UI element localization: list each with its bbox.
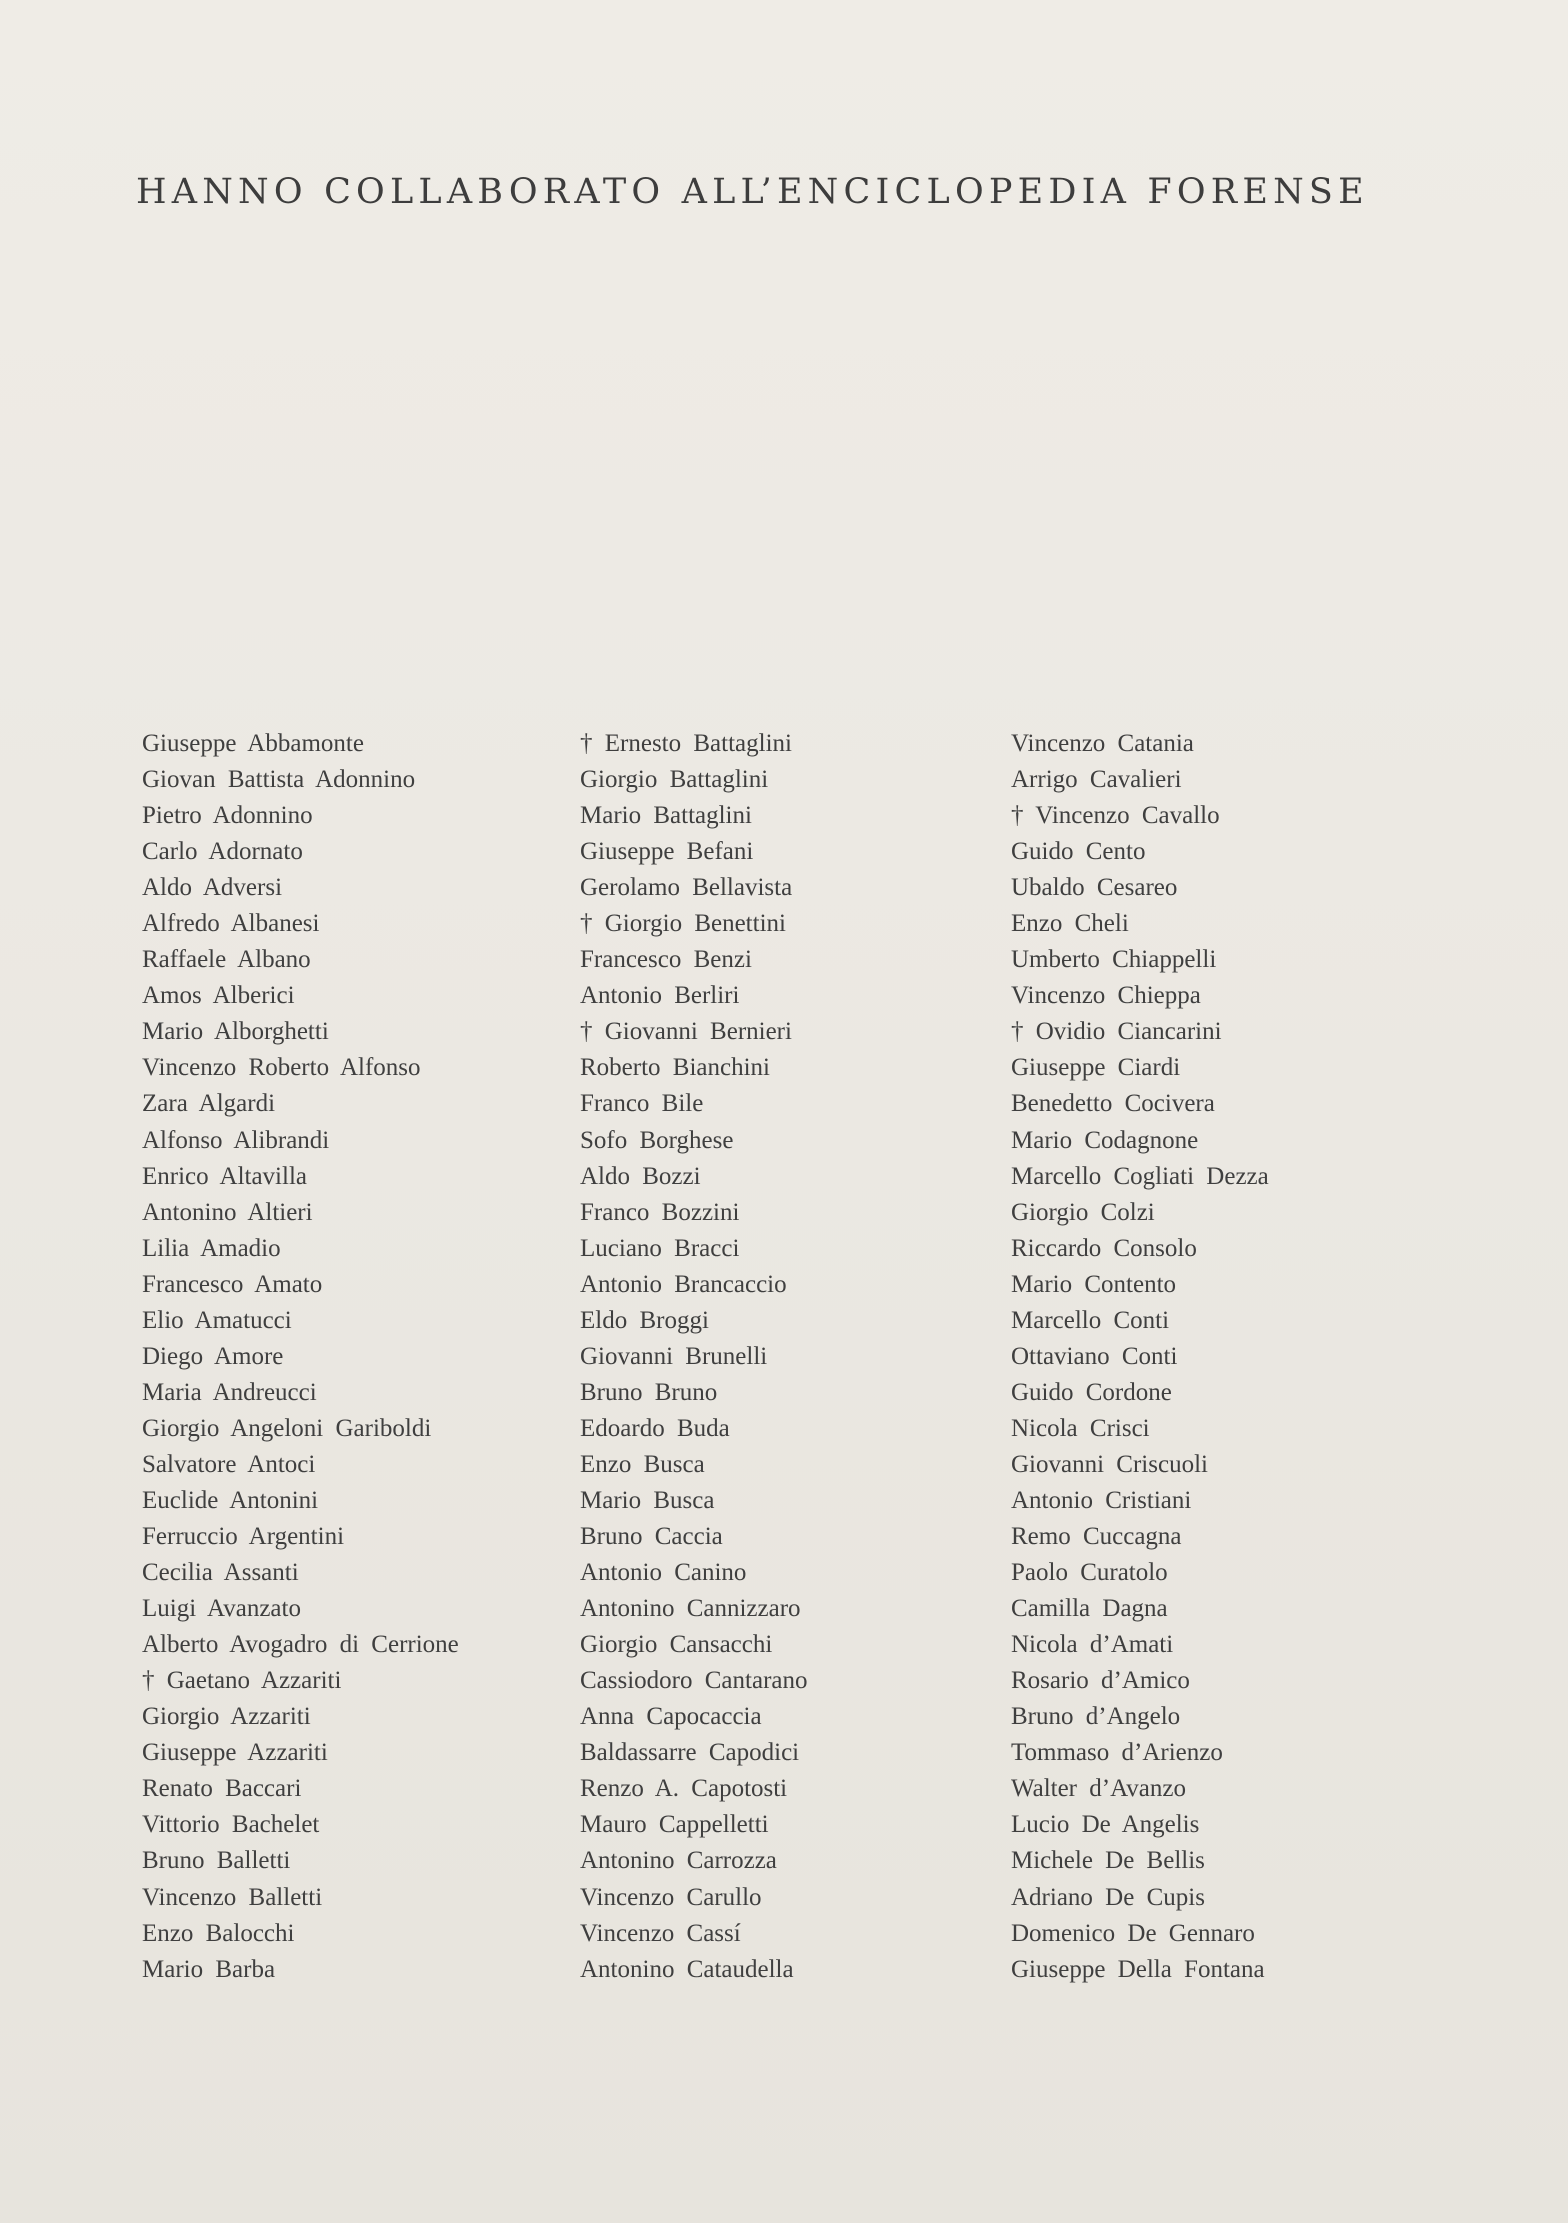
contributor-name: Sofo Borghese <box>580 1126 734 1154</box>
contributor-name: Giuseppe Azzariti <box>142 1739 328 1767</box>
contributor-name: Mario Busca <box>580 1486 715 1514</box>
contributor-name: Marcello Cogliati Dezza <box>1011 1162 1269 1190</box>
contributor-name: † Ovidio Ciancarini <box>1011 1018 1222 1046</box>
contributor-name: Bruno d’Angelo <box>1011 1703 1181 1731</box>
contributor-name: Camilla Dagna <box>1011 1595 1168 1623</box>
contributor-name: Enzo Cheli <box>1011 910 1129 938</box>
contributor-name: Carlo Adornato <box>142 838 303 866</box>
contributor-name: Arrigo Cavalieri <box>1011 766 1182 794</box>
contributor-name: Raffaele Albano <box>142 946 311 974</box>
contributor-name: Eldo Broggi <box>580 1306 709 1334</box>
contributor-name: Maria Andreucci <box>142 1378 317 1406</box>
contributor-name: Enzo Busca <box>580 1450 705 1478</box>
contributor-name: Giorgio Battaglini <box>580 766 769 794</box>
contributor-name: Alberto Avogadro di Cerrione <box>142 1631 459 1659</box>
contributor-name: Ubaldo Cesareo <box>1011 874 1178 902</box>
contributor-name: Mario Contento <box>1011 1270 1177 1298</box>
contributor-name: Antonio Canino <box>580 1559 747 1587</box>
contributor-name: Luigi Avanzato <box>142 1595 301 1623</box>
contributor-name: Renato Baccari <box>142 1775 302 1803</box>
contributor-name: Giuseppe Ciardi <box>1011 1054 1181 1082</box>
contributor-name: Giorgio Azzariti <box>142 1703 311 1731</box>
contributors-column-1 <box>142 726 459 1988</box>
contributor-name: Antonino Cataudella <box>580 1955 794 1983</box>
contributor-name: † Vincenzo Cavallo <box>1011 802 1220 830</box>
contributor-name: Vincenzo Roberto Alfonso <box>142 1054 421 1082</box>
contributor-name: Riccardo Consolo <box>1011 1234 1197 1262</box>
contributor-name: Lucio De Angelis <box>1011 1811 1200 1839</box>
contributor-name: † Gaetano Azzariti <box>142 1667 342 1695</box>
contributor-name: Giovanni Brunelli <box>580 1342 768 1370</box>
contributor-name: Enrico Altavilla <box>142 1162 307 1190</box>
contributor-name: Giuseppe Befani <box>580 838 754 866</box>
contributor-name: Antonio Cristiani <box>1011 1486 1192 1514</box>
contributor-name: Michele De Bellis <box>1011 1847 1205 1875</box>
contributor-name: Amos Alberici <box>142 982 295 1010</box>
contributor-name: Antonino Cannizzaro <box>580 1595 801 1623</box>
contributor-name: Aldo Bozzi <box>580 1162 701 1190</box>
page-title: HANNO COLLABORATO ALL’ENCICLOPEDIA FORENSE <box>136 172 1369 212</box>
contributor-name: Guido Cordone <box>1011 1378 1172 1406</box>
contributor-name: Enzo Balocchi <box>142 1919 295 1947</box>
contributor-name: Vincenzo Cassí <box>580 1919 741 1947</box>
contributor-name: Bruno Balletti <box>142 1847 291 1875</box>
contributor-name: Roberto Bianchini <box>580 1054 770 1082</box>
contributor-name: Elio Amatucci <box>142 1306 292 1334</box>
contributor-name: Alfonso Alibrandi <box>142 1126 330 1154</box>
contributor-name: Cecilia Assanti <box>142 1559 299 1587</box>
contributor-name: Vincenzo Catania <box>1011 730 1194 757</box>
contributor-name: Rosario d’Amico <box>1011 1667 1190 1695</box>
contributor-name: Remo Cuccagna <box>1011 1523 1182 1551</box>
contributor-name: Francesco Benzi <box>580 946 752 974</box>
contributor-name: Alfredo Albanesi <box>142 910 320 938</box>
contributor-name: Luciano Bracci <box>580 1234 740 1262</box>
contributor-name: Ottaviano Conti <box>1011 1342 1178 1370</box>
contributor-name: Diego Amore <box>142 1342 284 1370</box>
contributor-name: Mario Codagnone <box>1011 1126 1199 1154</box>
contributor-name: Giovanni Criscuoli <box>1011 1450 1208 1478</box>
contributor-name: Bruno Bruno <box>580 1378 718 1406</box>
contributor-name: Nicola Crisci <box>1011 1414 1150 1442</box>
contributor-name: Giorgio Colzi <box>1011 1198 1155 1226</box>
contributor-name: Giorgio Cansacchi <box>580 1631 773 1659</box>
contributor-name: Vincenzo Chieppa <box>1011 982 1201 1010</box>
contributor-name: Bruno Caccia <box>580 1523 723 1551</box>
contributor-name: † Giorgio Benettini <box>580 910 786 938</box>
contributor-name: Aldo Adversi <box>142 874 283 902</box>
contributor-name: Gerolamo Bellavista <box>580 874 793 902</box>
contributor-name: Adriano De Cupis <box>1011 1883 1205 1911</box>
contributor-name: Domenico De Gennaro <box>1011 1919 1255 1947</box>
contributor-name: Vincenzo Balletti <box>142 1883 323 1911</box>
contributor-name: Pietro Adonnino <box>142 802 313 830</box>
contributors-column-3 <box>1011 726 1269 1988</box>
contributor-name: † Giovanni Bernieri <box>580 1018 792 1046</box>
contributor-name: Franco Bozzini <box>580 1198 740 1226</box>
contributor-name: Umberto Chiappelli <box>1011 946 1217 974</box>
contributor-name: Mario Battaglini <box>580 802 752 830</box>
contributor-name: Antonio Brancaccio <box>580 1270 787 1298</box>
contributor-name: Antonio Berliri <box>580 982 740 1010</box>
contributor-name: Giuseppe Abbamonte <box>142 730 364 757</box>
contributor-name: Vincenzo Carullo <box>580 1883 762 1911</box>
contributor-name: Walter d’Avanzo <box>1011 1775 1186 1803</box>
contributor-name: Francesco Amato <box>142 1270 323 1298</box>
contributor-name: Antonino Carrozza <box>580 1847 777 1875</box>
contributor-name: † Ernesto Battaglini <box>580 730 792 757</box>
contributor-name: Ferruccio Argentini <box>142 1523 345 1551</box>
contributor-name: Zara Algardi <box>142 1090 276 1118</box>
contributor-name: Giovan Battista Adonnino <box>142 766 416 794</box>
contributors-column-2 <box>580 726 807 1988</box>
contributor-name: Lilia Amadio <box>142 1234 281 1262</box>
contributor-name: Mario Barba <box>142 1955 276 1983</box>
contributor-name: Marcello Conti <box>1011 1306 1170 1334</box>
contributor-name: Cassiodoro Cantarano <box>580 1667 808 1695</box>
contributor-name: Euclide Antonini <box>142 1486 319 1514</box>
contributor-name: Mauro Cappelletti <box>580 1811 769 1839</box>
contributor-name: Salvatore Antoci <box>142 1450 316 1478</box>
contributor-name: Franco Bile <box>580 1090 704 1118</box>
contributor-name: Nicola d’Amati <box>1011 1631 1174 1659</box>
contributor-name: Edoardo Buda <box>580 1414 730 1442</box>
contributor-name: Tommaso d’Arienzo <box>1011 1739 1223 1767</box>
contributor-name: Paolo Curatolo <box>1011 1559 1168 1587</box>
contributor-name: Guido Cento <box>1011 838 1146 866</box>
contributor-name: Giorgio Angeloni Gariboldi <box>142 1414 432 1442</box>
contributor-name: Baldassarre Capodici <box>580 1739 800 1767</box>
contributor-name: Anna Capocaccia <box>580 1703 762 1731</box>
contributor-name: Renzo A. Capotosti <box>580 1775 788 1803</box>
contributor-name: Giuseppe Della Fontana <box>1011 1955 1265 1983</box>
contributor-name: Mario Alborghetti <box>142 1018 329 1046</box>
contributor-name: Vittorio Bachelet <box>142 1811 320 1839</box>
contributor-name: Antonino Altieri <box>142 1198 313 1226</box>
contributor-name: Benedetto Cocivera <box>1011 1090 1215 1118</box>
